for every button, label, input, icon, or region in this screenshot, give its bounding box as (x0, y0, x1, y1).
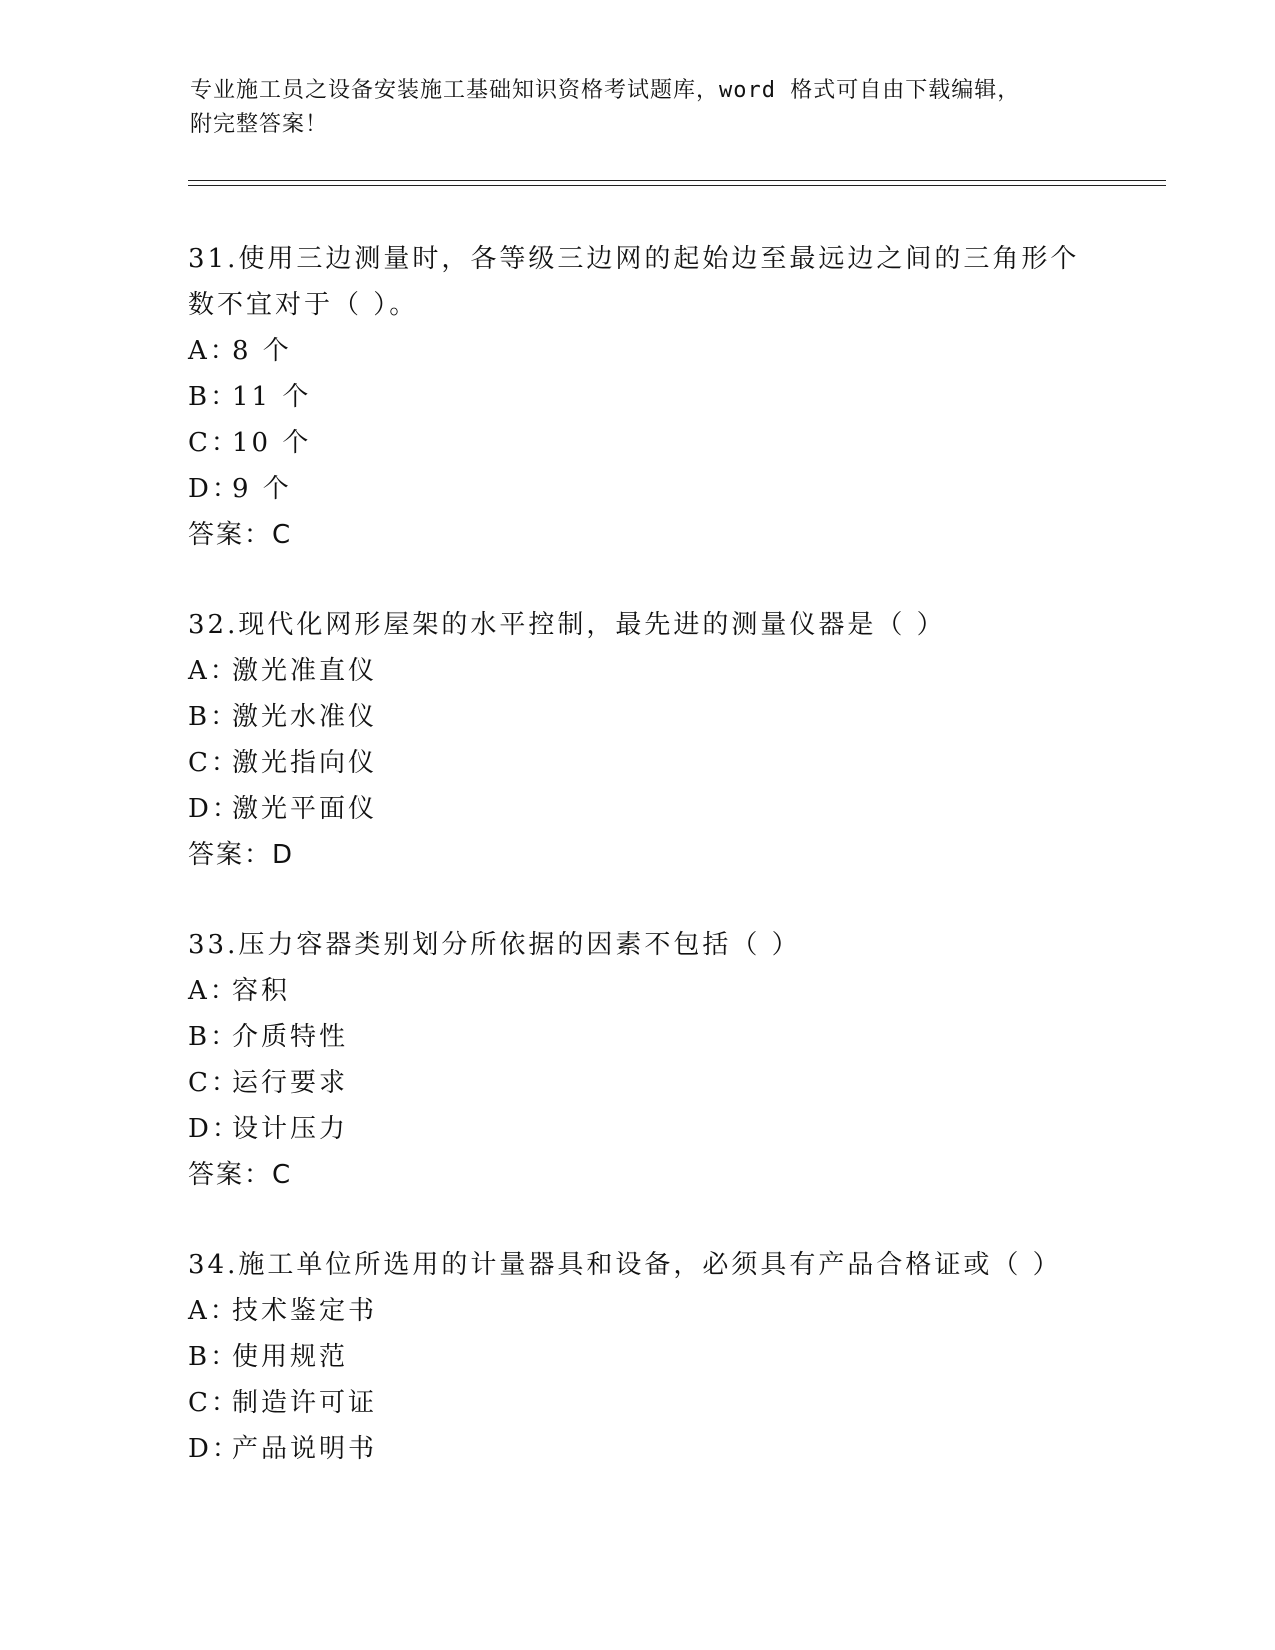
option-text: 8 个 (232, 336, 292, 366)
header-divider-top (188, 180, 1166, 181)
option-letter: B： (188, 382, 240, 412)
header-divider-bottom (188, 185, 1166, 186)
question-32 (188, 602, 1148, 878)
option-c (188, 420, 1148, 466)
option-letter: C： (188, 428, 240, 458)
option-letter: A： (188, 656, 239, 686)
question-34 (188, 1242, 1148, 1472)
option-d (188, 786, 1148, 832)
option-letter: C： (188, 748, 240, 778)
question-stem (188, 922, 1148, 968)
option-text: 设计压力 (232, 1114, 349, 1144)
option-c (188, 1060, 1148, 1106)
option-text: 容积 (232, 976, 291, 1006)
option-b (188, 374, 1148, 420)
question-stem-line: 33.压力容器类别划分所依据的因素不包括（ ） (188, 930, 801, 960)
question-stem (188, 1242, 1148, 1288)
option-text: 9 个 (232, 474, 292, 504)
option-c (188, 740, 1148, 786)
option-text: 使用规范 (232, 1342, 349, 1372)
option-letter: D： (188, 794, 241, 824)
option-a (188, 648, 1148, 694)
option-letter: B： (188, 1022, 240, 1052)
option-text: 11 个 (232, 382, 312, 412)
option-letter: D： (188, 1434, 241, 1464)
question-stem-line: 31.使用三边测量时，各等级三边网的起始边至最远边之间的三角形个 (188, 244, 1080, 274)
option-letter: A： (188, 336, 239, 366)
option-text: 产品说明书 (232, 1434, 378, 1464)
option-letter: A： (188, 1296, 239, 1326)
question-list (188, 236, 1148, 1516)
option-text: 运行要求 (232, 1068, 349, 1098)
option-letter: C： (188, 1068, 240, 1098)
question-31 (188, 236, 1148, 558)
option-a (188, 968, 1148, 1014)
option-d (188, 466, 1148, 512)
question-stem (188, 602, 1148, 648)
option-letter: D： (188, 474, 241, 504)
option-b (188, 1014, 1148, 1060)
option-a (188, 1288, 1148, 1334)
answer-line: 答案：D (188, 840, 295, 870)
option-letter: B： (188, 702, 240, 732)
option-letter: D： (188, 1114, 241, 1144)
answer-line: 答案：C (188, 1160, 293, 1190)
option-text: 技术鉴定书 (232, 1296, 378, 1326)
option-letter: A： (188, 976, 239, 1006)
header-line-1: 专业施工员之设备安装施工基础知识资格考试题库，word 格式可自由下载编辑， (190, 78, 1021, 103)
answer-line: 答案：C (188, 520, 293, 550)
option-letter: C： (188, 1388, 240, 1418)
option-a (188, 328, 1148, 374)
option-d (188, 1106, 1148, 1152)
question-stem-line: 数不宜对于（ ）。 (188, 290, 419, 320)
option-c (188, 1380, 1148, 1426)
option-b (188, 1334, 1148, 1380)
option-b (188, 694, 1148, 740)
header-line-2: 附完整答案！ (190, 112, 329, 137)
option-text: 激光平面仪 (232, 794, 378, 824)
question-stem-line: 32.现代化网形屋架的水平控制，最先进的测量仪器是（ ） (188, 610, 946, 640)
question-33 (188, 922, 1148, 1198)
option-text: 激光指向仪 (232, 748, 378, 778)
option-text: 激光水准仪 (232, 702, 378, 732)
document-header (190, 74, 1090, 142)
option-d (188, 1426, 1148, 1472)
option-text: 介质特性 (232, 1022, 349, 1052)
option-letter: B： (188, 1342, 240, 1372)
option-text: 制造许可证 (232, 1388, 378, 1418)
option-text: 10 个 (232, 428, 312, 458)
option-text: 激光准直仪 (232, 656, 378, 686)
question-stem (188, 236, 1148, 328)
question-stem-line: 34.施工单位所选用的计量器具和设备，必须具有产品合格证或（ ） (188, 1250, 1062, 1280)
